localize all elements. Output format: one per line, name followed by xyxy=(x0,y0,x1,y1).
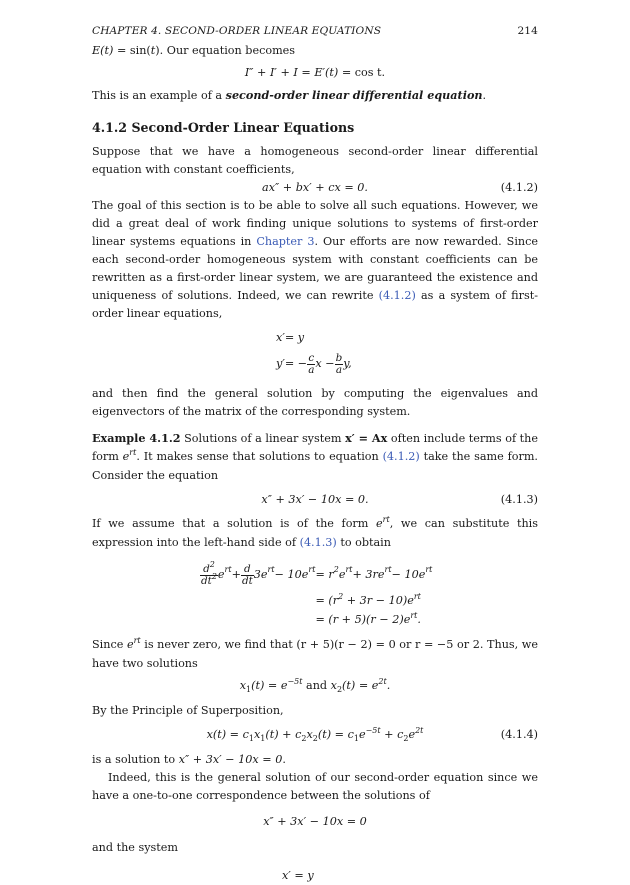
equation-tag: (4.1.4) xyxy=(500,728,538,741)
page xyxy=(92,22,538,885)
paragraph-3: and then find the general solution by computing the eigenvalues and eigenvectors of the matrix of the corresponding system. xyxy=(92,387,538,418)
system-row: x′ = y xyxy=(282,869,314,882)
equation-link-4-1-2[interactable]: (4.1.2) xyxy=(378,289,416,302)
paragraph-5: Since $e^{rt}$ is never zero, we find that (r + 5)(r − 2) = 0 or r = −5 or 2. Thus, we have two solutions xyxy=(92,636,538,670)
equation-link-4-1-3[interactable]: (4.1.3) xyxy=(299,536,337,549)
equation-4-1-4: $x(t) = c_1x_1(t) + c_2x_2(t) = c_1e^{-5t} + c_2e^{2t}$ (4.1.4) xyxy=(206,726,538,743)
chapter-title: CHAPTER 4. SECOND-ORDER LINEAR EQUATIONS xyxy=(92,25,382,37)
page-number: 214 xyxy=(517,25,538,37)
paragraph-1: Suppose that we have a homogeneous second-order linear differential equation with constant coefficients, xyxy=(92,145,538,176)
equation-tag: (4.1.3) xyxy=(500,493,538,506)
chapter-3-link[interactable]: Chapter 3 xyxy=(256,235,315,248)
equation-tag: (4.1.2) xyxy=(500,181,538,194)
equation-link-4-1-2-b[interactable]: (4.1.2) xyxy=(382,450,420,463)
paragraph-9: and the system xyxy=(92,841,178,854)
equation-4-1-3: x″ + 3x′ − 10x = 0. (4.1.3) xyxy=(92,491,538,509)
running-header xyxy=(92,22,538,42)
two-solutions: $x_1(t) = e^{-5t}$ and $x_2(t) = e^{2t}$. xyxy=(239,677,391,694)
derivation: $\frac{d^2}{dt^2}$ e $^{rt}$ + $\frac{d}{dt}$ 3e $^{rt}$ − 10e $^{rt}$ = r $^2$ e $^{rt}$ + 3re $^{rt}$ − 10e $^{rt}$ = $(r^2 + 3r - 10)e^{rt}$ = $(r + 5)(r - 2)e^{rt}$. xyxy=(201,559,433,626)
equation-repeat: x″ + 3x′ − 10x = 0 xyxy=(263,815,367,828)
paragraph-7: is a solution to x″ + 3x′ − 10x = 0. xyxy=(92,753,286,766)
first-order-system: x′ = y y′ = − $\frac{c}{a}$ x − $\frac{b}{a}$ y, xyxy=(276,331,352,376)
paragraph-6: By the Principle of Superposition, xyxy=(92,704,284,717)
example-label: Example 4.1.2 xyxy=(92,431,181,445)
equation-circuit: I″ + I′ + I = E′(t) = cos t. xyxy=(244,66,386,79)
paragraph-4: If we assume that a solution is of the form $e^{rt}$, we can substitute this expression into the left-hand side of (4.1.3) to obtain xyxy=(92,515,538,549)
defined-term: second-order linear differential equation xyxy=(225,88,483,102)
example-4-1-2: Example 4.1.2 Solutions of a linear system x′ = Ax often include terms of the form $e^{rt}$. It makes sense that solutions to equation (4.1.2) take the same form. Consider the equation xyxy=(92,431,538,482)
paragraph-2: The goal of this section is to be able to solve all such equations. However, we did a great deal of work finding unique solutions to systems of first-order linear systems equations in Chapter 3. Our efforts are now rewarded. Since each second-order homogeneous system with constant coefficients can be rewritten as a first-order linear system, we are guaranteed the existence and uniqueness of solutions. Indeed, we can rewrite (4.1.2) as a system of first-order linear equations, xyxy=(92,199,539,320)
intro-line: E(t) = sin(t). Our equation becomes xyxy=(92,44,296,57)
paragraph-8: Indeed, this is the general solution of our second-order equation since we have a one-to-one correspondence between the solutions of xyxy=(92,771,538,802)
section-heading: 4.1.2 Second-Order Linear Equations xyxy=(92,120,355,135)
equation-4-1-2: ax″ + bx′ + cx = 0. (4.1.2) xyxy=(92,179,538,197)
definition-sentence: This is an example of a second-order linear differential equation. xyxy=(92,88,487,102)
